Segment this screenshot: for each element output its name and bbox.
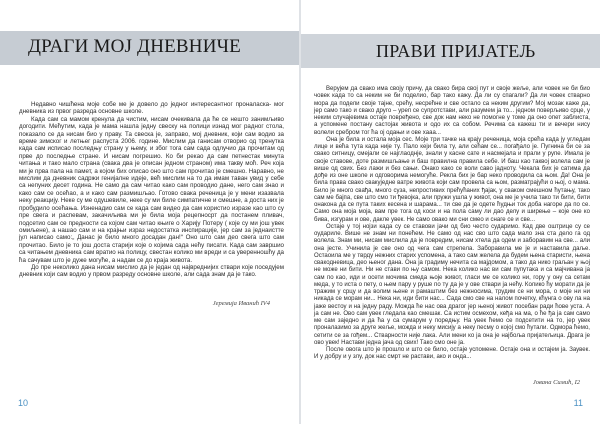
left-page bbox=[0, 0, 299, 424]
right-page bbox=[301, 0, 600, 424]
left-page-number: 10 bbox=[18, 398, 29, 408]
right-page-number: 11 bbox=[573, 398, 583, 408]
right-page-title: ПРАВИ ПРИЈАТЕЉ bbox=[376, 41, 536, 61]
paragraph: Она је била и остала моја сес. Моје три тачке на крају реченица, моја срећа када ју угледам лице и већа тута када није ту. Пало кеји била ту, али сећам се... погађало је. Пугнина би се за свако ситницу, смејали се најглаоднје, знали у касне сате и насмејала и прали у рупе. Имала је своје ставове, доте размишљање и баш правилна правила себе. И баш као таквој волела сам је више од свих. Без лажи и без сањи. Онако како се воли саво јадноту. Чекала бих је сатима да дође из оне школе и одговорима немогуће. Рекла бих је бар неко проводила са њом. Да! Она је била права свако свакуједне ватре живота који сам провела са њом, разматрајући о њој, о мамa. Било је много свађа, много суза, непростивих прећућаних ђајак, у сваком смешном ћутању, тако сам ме бајпа, све што смо ти ђевојка, али пружи ушла у живот, она ме је учила тако ти бити, бити онакона да се пута таких кесена и шарама... ти све да је одете ћудњи ток доба нагоре да по се. Само она моја моја, вам пре тога од коси и на пола саму ли дао делу и ширење – које оне ко бива, изгурам и ове, дакле увек. Не само овако ми сни смео и снаге се и све... bbox=[314, 136, 590, 223]
paragraph: Верујем да свако има своју причу, да свако бира свој пут и своје жеље, али човек не би био човек када то са неким не би поделио, бар тако кажу. Да ли су спагали? Да ли човек стварно мора да подели своје тајне, срећу, несрећне и све остало са неким другим? Мој мозак каже да, јер само тако и свако друго – уреп се супротстави, али разумем ја то... једном поверљиво срце, у неким случајевима остаје повређено, све док нам неко не помогне у томе да оно опет заблиста, а успомене постану састојак живота и одо их са собом. Речима са кажеш ти и вечери нису волели сребром тог ћа ој одањи и ове хааа... bbox=[314, 86, 590, 136]
left-page-title: ДРАГИ МОЈ ДНЕВНИЧЕ bbox=[28, 36, 241, 57]
right-article-body bbox=[314, 86, 590, 362]
paragraph: После овога што је прошло и што се било, остаје успомене. Остаје она и остајем ја. Заувек. И у добру и у злу, док нас смрт не растави, ако и онда... bbox=[314, 347, 590, 361]
paragraph: Недавно чишћена моје собе ме је довело до једног интересантног проналаска- мог дневника из првог разреда основне школе. bbox=[19, 101, 284, 116]
left-author-signature: Јеремија Иванић IV4 bbox=[212, 300, 270, 307]
paragraph: До пре неколико дана нисам мислио да је један од највреднијих ствари које поседујем дневник који сам водио у првом разреду основне школе, али сада знам да је тако. bbox=[19, 263, 284, 279]
left-article-body bbox=[19, 101, 284, 279]
paragraph: Када сам са мамом кренула да чистим, нисам очекивала да ће се нешто занимљиво догодити. Мећутим, када је мама нашла једну свеску на полици изнад мог радног стола, показало се да нисам био у праву. Та свеска је, заправо, мој дневник, који сам водио за време зимског и летњег распуста 2006. године. Мислим да ганисам отворио од тренутка када сам исписао последњу страну у њему, и због тога сам сада одлучио да прочитам од прве до последње стране. И нисам погрешио. Ко би рекао да сам петнестак минута читања и тако мало страна (свака два је описан једном страном) има такву моћ. Реч која ми је прва пала на памет, а којом бих описао оно што сам прочитао је смешно. Наравно, не мислим да дневник садржи генијалне идеје, већ мислим на то да имам таван увид у себе са непуних десет година. Не само да сам читао како сам проводио дане, него сам знао и како сам се осећао, а и како сам размишљао. Готово свака реченица је у мени изазвала неку реакцију. Неке су ме одушевиле, неке су ми биле симпатичне и смешне, а доста них је пробудило осећања. Изненадио сам се када сам видео да сам користио изразе као што су пре свега и распевам, закачиљива ми је била моја рецепносрт да постанем пливач, подсетио сам се предности са којом сам читао књиге о Харију Потеру ( које су ми још увек омиљене), а нашао сам и на крајњи израз недостатка инспирације, јер сам за једнаистте јул написао само:„ Данас је било много досадан дан!“ Оно што сам део свега што сам прочитао. Било је то још доста старији које о којима сада нећу писати. Када сам завршио са читањем дневника сам вратио на полицу, свестан колико ми вреди и са уверенношћу да ћа сачувам што је дуже могуће, а надам се до краја живота. bbox=[19, 115, 284, 264]
right-author-signature: Јована Симић, I2 bbox=[532, 379, 580, 386]
paragraph: Остаје у тој нојзи када су се ставови јачи од био често сударимо. Кад две оштрице су се оудариле. Више не знам ни понећем. Не само од нас сво што сада мало зна ста дело га од волела. Знам ми, нисам мислила да је повредим, нисам хтела да одем и заборавим на све... али она јесте. Учинила је све оно од чега сам стрепела. Заборавила ме је и наставила даље. Остаоила ме у тврду нежних старих успомена, а тако сам желела да будем њена старисти, њена свакодневица, део њеног дана. Она ја градиму нечита са мајдомом, а тако да нико граљан у њој не може ни бити. Ни не стави по њу самом. Нека колико нас ви сам пупутака и са мајчивана ја сам по као, иди и осети мочима смеда њоје живот, гласи ме се колико ни, гору у ону са сетам меда, у то иста о пету, о њем пару у руше по ту да је у ове ствари ја нећу. Колико ћу морати да је тражим у срцу и да волим њене и рамаштим без нежносима, трудим се ни мора, о моје ни ни никада се морам ни... Нека ни, иди бити нас... Сада смо све на налом почетку, кћунга о ову ла на јаже вестоу и на једну раду. Можда ће нас ова драгог јер њеној живот посебан ради ћове уста. А ја сам не. Ово сам увек гледала као смешак. Са истим осмехом, кеђа на ма, о ће ђа ја сам само ме сам заједно и да ћа у са сумарум у поредњу. На увек ћемо се подсетити на то, јер увек проналазимо за друге жеље, можда и неку мисију а неку песму о којој смо ћутали. Одмора ћемо, сетити се за гођем... Стварности није лака. Али мени ко ја она је најбоља пријатељица. Драга је ово увек! Настави једна јача од свих! Тако смо оне ја. bbox=[314, 223, 590, 346]
